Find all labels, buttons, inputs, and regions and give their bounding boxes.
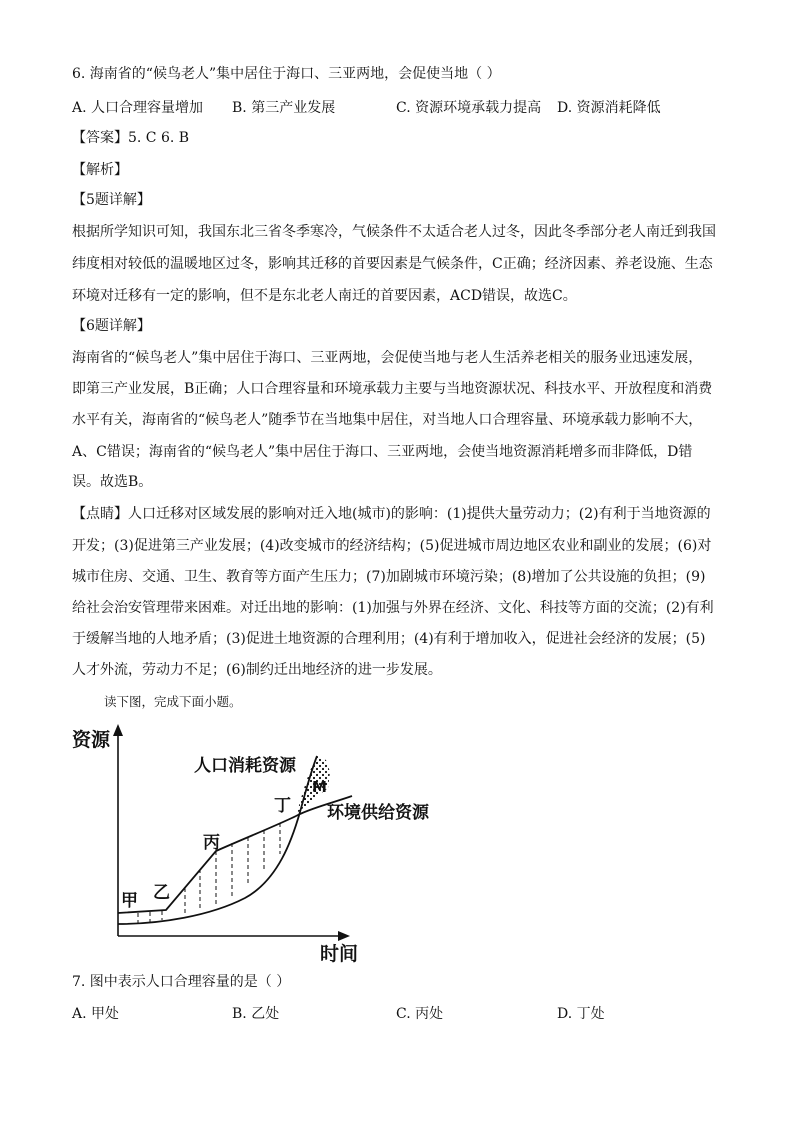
tip-line: 开发；(3)促进第三产业发展；(4)改变城市的经济结构；(5)促进城市周边地区农业和副业的发展；(6)对: [72, 538, 712, 554]
resource-curve-diagram: [0, 710, 794, 990]
q7-option-a: A. 甲处: [72, 1006, 120, 1022]
q6-detail-line: 水平有关，海南省的“候鸟老人”随季节在当地集中居住，对当地人口合理容量、环境承载力影响不大，: [72, 412, 703, 428]
tip-line: 于缓解当地的人地矛盾；(3)促进土地资源的合理利用；(4)有利于增加收入，促进社会经济的发展；(5): [72, 631, 706, 647]
tip-line: 给社会治安管理带来困难。对迁出地的影响：(1)加强与外界在经济、文化、科技等方面的交流；(2)有利: [72, 600, 714, 616]
question-6-stem: 6. 海南省的“候鸟老人”集中居住于海口、三亚两地，会促使当地（ ）: [72, 66, 501, 82]
tip-line: 人才外流，劳动力不足；(6)制约迁出地经济的进一步发展。: [72, 662, 442, 678]
question-7-stem: 7. 图中表示人口合理容量的是（ ）: [72, 974, 291, 990]
q7-option-c: C. 丙处: [396, 1006, 444, 1022]
q5-detail-line: 环境对迁移有一定的影响，但不是东北老人南迁的首要因素，ACD错误，故选C。: [72, 288, 577, 304]
q6-option-c: C. 资源环境承载力提高: [396, 100, 542, 116]
q6-option-a: A. 人口合理容量增加: [72, 100, 204, 116]
point-label-m: M: [312, 778, 327, 796]
point-label-ding: 丁: [274, 796, 291, 816]
y-axis-label: 资源: [72, 729, 111, 751]
analysis-tag: 【解析】: [72, 162, 128, 178]
tip-line: 城市住房、交通、卫生、教育等方面产生压力；(7)加剧城市环境污染；(8)增加了公共设施的负担；(9): [72, 569, 706, 585]
point-label-yi: 乙: [153, 883, 170, 903]
y-axis-arrow: [113, 724, 123, 736]
x-axis-label: 时间: [320, 943, 359, 965]
q7-option-b: B. 乙处: [232, 1006, 280, 1022]
q5-detail-line: 纬度相对较低的温暖地区过冬，影响其迁移的首要因素是气候条件，C正确；经济因素、养老设施、生态: [72, 256, 713, 272]
figure-instruction: 读下图，完成下面小题。: [104, 694, 242, 709]
point-label-bing: 丙: [203, 833, 220, 853]
q5-detail-line: 根据所学知识可知，我国东北三省冬季寒冷，气候条件不太适合老人过冬，因此冬季部分老人南迁到我国: [72, 224, 716, 240]
q6-detail-tag: 【6题详解】: [72, 318, 151, 334]
x-axis-arrow: [338, 931, 350, 941]
supply-curve-label: 环境供给资源: [327, 803, 429, 823]
q6-option-d: D. 资源消耗降低: [557, 100, 661, 116]
q6-detail-line: 即第三产业发展，B正确；人口合理容量和环境承载力主要与当地资源状况、科技水平、开放程度和消费: [72, 381, 713, 397]
q6-option-b: B. 第三产业发展: [232, 100, 336, 116]
q5-detail-tag: 【5题详解】: [72, 192, 151, 208]
q6-detail-line: 海南省的“候鸟老人”集中居住于海口、三亚两地，会促使当地与老人生活养老相关的服务业迅速发展，: [72, 350, 703, 366]
tip-line: 【点睛】人口迁移对区域发展的影响对迁入地(城市)的影响：(1)提供大量劳动力；(2)有利于当地资源的: [72, 506, 711, 522]
q7-option-d: D. 丁处: [557, 1006, 605, 1022]
consumption-curve-label: 人口消耗资源: [194, 756, 296, 776]
point-label-jia: 甲: [121, 891, 138, 911]
q6-detail-line: 误。故选B。: [72, 474, 153, 490]
q6-detail-line: A、C错误；海南省的“候鸟老人”集中居住于海口、三亚两地，会使当地资源消耗增多而非降低，D错: [72, 444, 693, 460]
answer-line: 【答案】5. C 6. B: [72, 130, 190, 146]
